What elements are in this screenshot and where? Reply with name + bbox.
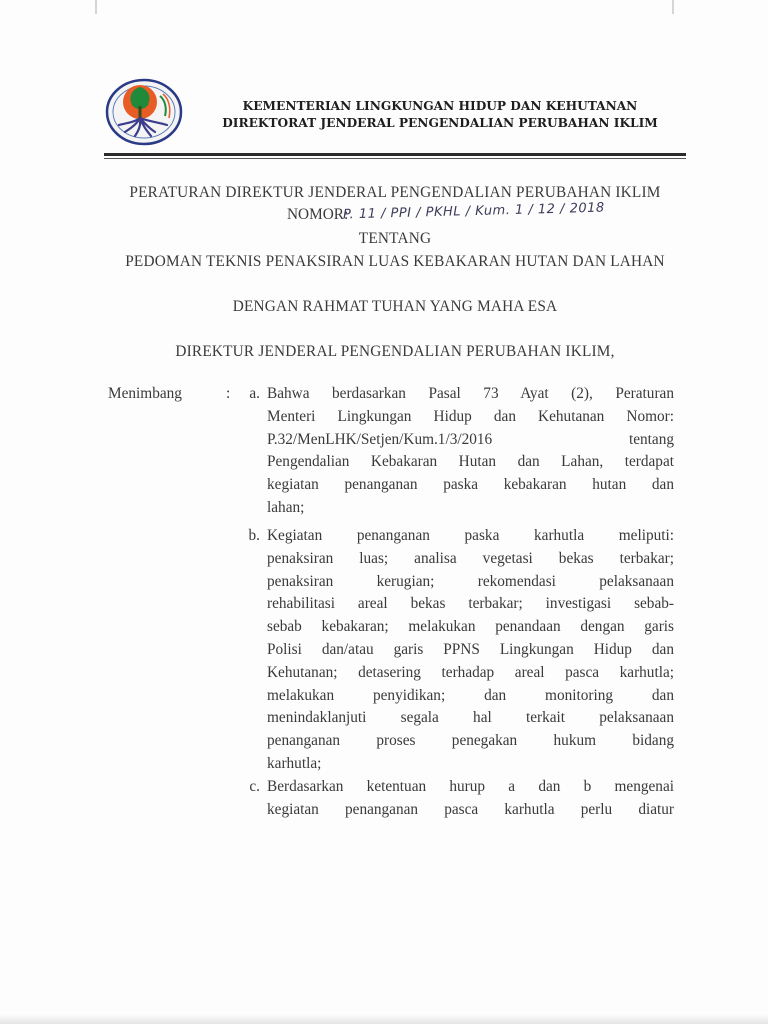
letterhead-rule: [104, 153, 686, 156]
regulation-title: PERATURAN DIREKTUR JENDERAL PENGENDALIAN PERUBAHAN IKLIM: [129, 184, 661, 201]
text-line: melakukan penyidikan; dan monitoring dan: [267, 686, 674, 704]
rahmat-heading: DENGAN RAHMAT TUHAN YANG MAHA ESA: [232, 298, 558, 315]
text-line: sebab kebakaran; melakukan penandaan dengan garis: [267, 618, 674, 636]
item-marker: b.: [248, 527, 260, 544]
text-line: kegiatan penanganan paska kebakaran hutan dan: [267, 476, 674, 494]
nomor-label: NOMOR:: [287, 206, 349, 223]
item-marker: c.: [249, 778, 260, 795]
menimbang-item-a: [267, 383, 674, 520]
text-line: Kegiatan penanganan paska karhutla meliputi:: [267, 527, 674, 544]
text-line: Berdasarkan ketentuan hurup a dan b mengenai: [267, 778, 674, 795]
menimbang-colon: :: [226, 385, 231, 402]
ministry-logo: [105, 78, 183, 146]
text-line: rehabilitasi areal bekas terbakar; investigasi sebab-: [267, 595, 674, 613]
text-line: P.32/MenLHK/Setjen/Kum.1/3/2016 tentang: [267, 430, 674, 448]
text-line: lahan;: [267, 498, 305, 516]
nomor-handwritten-value: P. 11 / PPI / PKHL / Kum. 1 / 12 / 2018: [342, 200, 605, 223]
binding-edge: [672, 0, 674, 14]
regulation-subject: PEDOMAN TEKNIS PENAKSIRAN LUAS KEBAKARAN HUTAN DAN LAHAN: [125, 253, 665, 270]
text-line: penaksiran kerugian; rekomendasi pelaksanaan: [267, 572, 674, 590]
text-line: penaksiran luas; analisa vegetasi bekas terbakar;: [267, 549, 674, 567]
item-marker: a.: [249, 385, 260, 402]
tentang-heading: TENTANG: [358, 230, 432, 247]
dirjen-heading: DIREKTUR JENDERAL PENGENDALIAN PERUBAHAN IKLIM,: [175, 343, 615, 360]
letterhead-ministry: KEMENTERIAN LINGKUNGAN HIDUP DAN KEHUTANAN: [242, 99, 638, 113]
text-line: karhutla;: [267, 754, 322, 772]
binding-edge: [95, 0, 97, 14]
letterhead-rule-thin: [104, 158, 686, 159]
page-bottom-edge: [0, 1014, 768, 1024]
text-line: penanganan proses penegakan hukum bidang: [267, 732, 674, 750]
text-line: Polisi dan/atau garis PPNS Lingkungan Hidup dan: [267, 640, 674, 658]
menimbang-item-c: [267, 776, 674, 822]
text-line: Pengendalian Kebakaran Hutan dan Lahan, terdapat: [267, 453, 674, 471]
menimbang-item-b: [267, 525, 674, 776]
letterhead: [190, 98, 690, 132]
text-line: menindaklanjuti segala hal terkait pelaksanaan: [267, 709, 674, 727]
text-line: kegiatan penanganan pasca karhutla perlu diatur: [267, 800, 674, 818]
text-line: Kehutanan; detasering terhadap areal pasca karhutla;: [267, 663, 674, 681]
text-line: Menteri Lingkungan Hidup dan Kehutanan Nomor:: [267, 407, 674, 425]
letterhead-directorate: DIREKTORAT JENDERAL PENGENDALIAN PERUBAHAN IKLIM: [222, 116, 658, 130]
menimbang-label: Menimbang: [108, 385, 182, 402]
text-line: Bahwa berdasarkan Pasal 73 Ayat (2), Peraturan: [267, 385, 674, 402]
